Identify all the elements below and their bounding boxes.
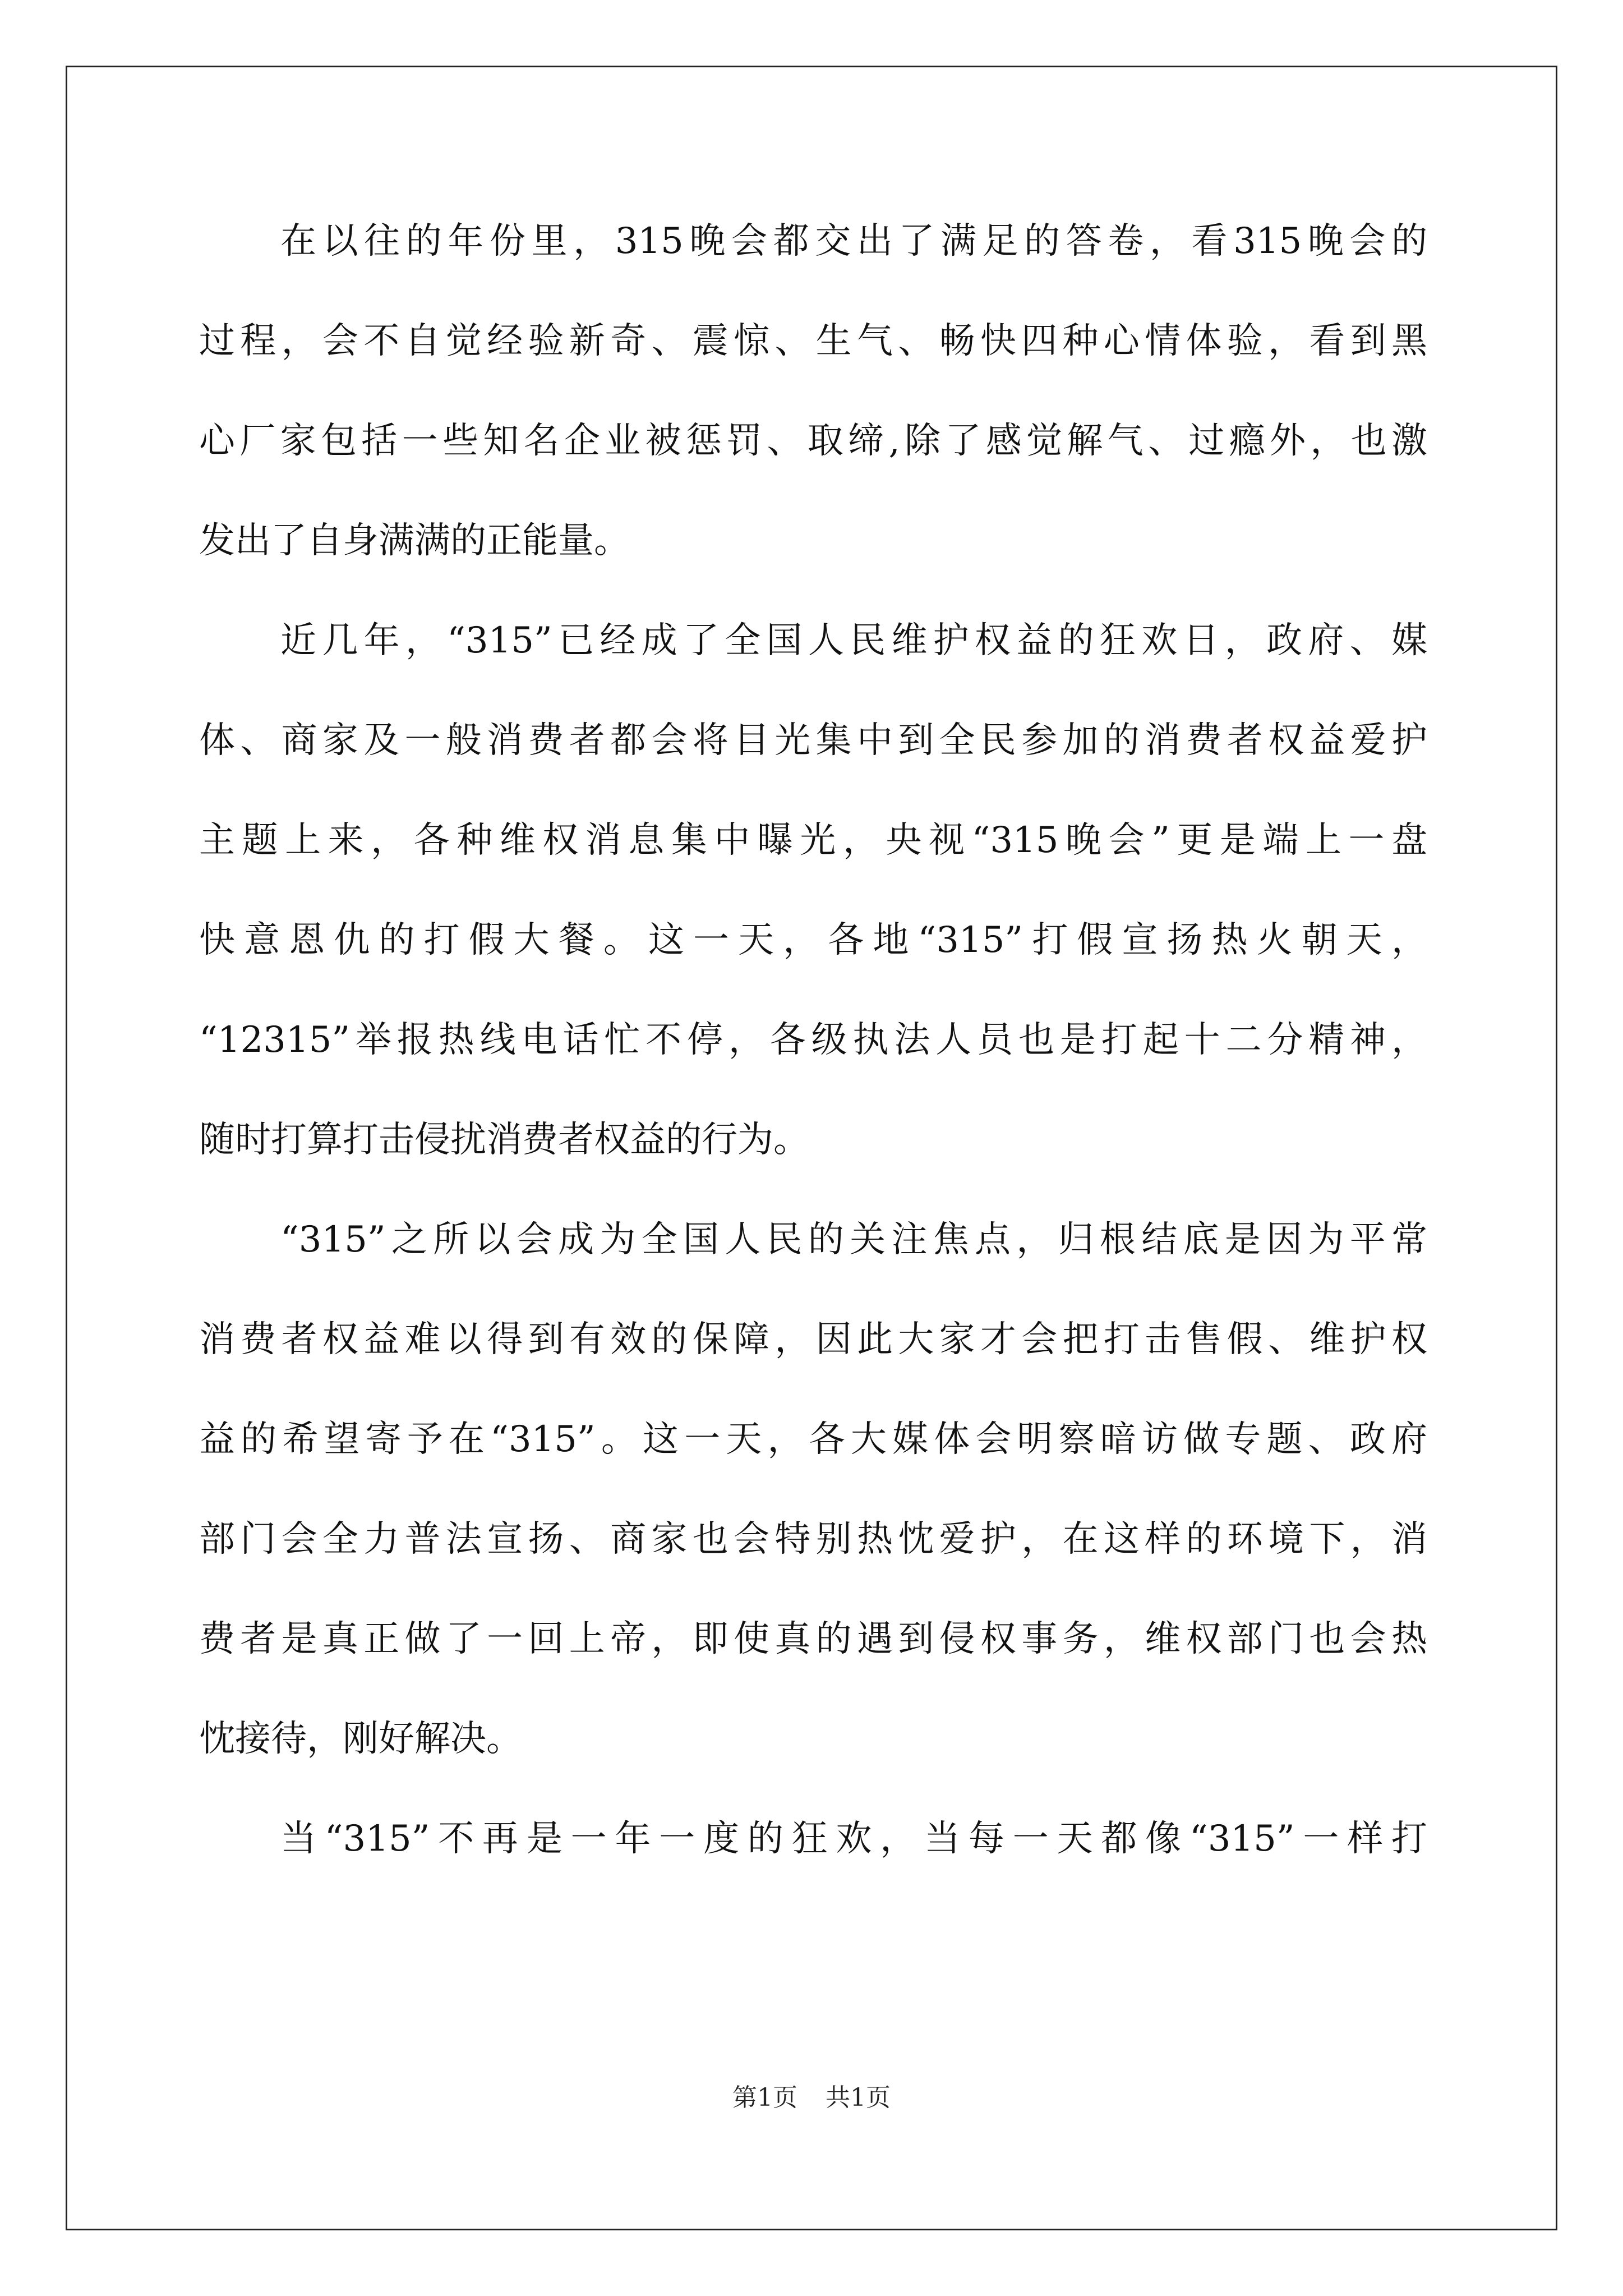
paragraph-2-line-6: 随时打算打击侵扰消费者权益的行为。 [199,1119,809,1161]
paragraph-3-line-2: 消费者权益难以得到有效的保障，因此大家才会把打击售假、维护权 [199,1319,1427,1360]
page-total: 共1页 [826,2083,891,2112]
paragraph-2-line-5: “12315”举报热线电话忙不停，各级执法人员也是打起十二分精神， [199,1019,1427,1061]
paragraph-3-line-3: 益的希望寄予在“315”。这一天，各大媒体会明察暗访做专题、政府 [199,1419,1427,1460]
paragraph-3-line-4: 部门会全力普法宣扬、商家也会特别热忱爱护，在这样的环境下，消 [199,1519,1427,1560]
paragraph-2-line-2: 体、商家及一般消费者都会将目光集中到全民参加的消费者权益爱护 [199,720,1427,761]
page-number: 第1页 [732,2083,797,2112]
paragraph-4-line-1: 当“315”不再是一年一度的狂欢，当每一天都像“315”一样打 [280,1818,1427,1860]
paragraph-1-line-3: 心厂家包括一些知名企业被惩罚、取缔,除了感觉解气、过瘾外，也激 [199,420,1427,462]
paragraph-2-line-4: 快意恩仇的打假大餐。这一天，各地“315”打假宣扬热火朝天， [199,919,1427,961]
paragraph-1-line-4: 发出了自身满满的正能量。 [199,520,630,562]
paragraph-1-line-1: 在以往的年份里，315晚会都交出了满足的答卷，看315晚会的 [280,220,1427,262]
page-footer [0,2081,1623,2115]
paragraph-3-line-5: 费者是真正做了一回上帝，即使真的遇到侵权事务，维权部门也会热 [199,1618,1427,1660]
paragraph-3-line-1: “315”之所以会成为全国人民的关注焦点，归根结底是因为平常 [280,1219,1427,1260]
paragraph-1-line-2: 过程，会不自觉经验新奇、震惊、生气、畅快四种心情体验，看到黑 [199,320,1427,362]
paragraph-3-line-6: 忱接待，刚好解决。 [199,1718,522,1760]
paragraph-2-line-1: 近几年，“315”已经成了全国人民维护权益的狂欢日，政府、媒 [280,620,1427,661]
paragraph-2-line-3: 主题上来，各种维权消息集中曝光，央视“315晚会”更是端上一盘 [199,820,1427,861]
